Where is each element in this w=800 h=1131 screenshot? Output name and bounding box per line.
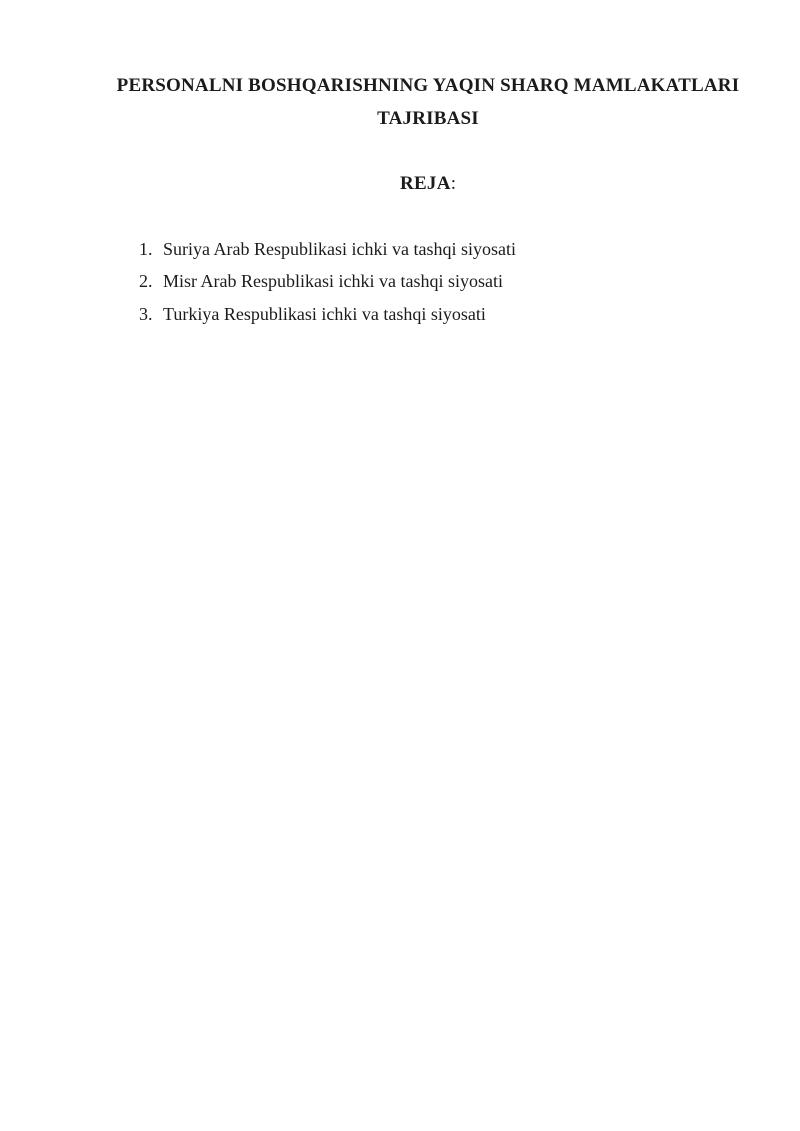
plan-list — [113, 233, 743, 331]
section-heading-colon: : — [450, 173, 457, 194]
list-item-number: 3. — [139, 303, 153, 324]
list-item-number: 2. — [139, 271, 153, 291]
document-title-line-2: TAJRIBASI — [377, 107, 479, 129]
list-item — [139, 298, 743, 331]
list-item-text: Misr Arab Respublikasi ichki va tashqi siyosati — [163, 271, 503, 291]
list-item-number: 1. — [139, 238, 153, 259]
document-title-line-1: PERSONALNI BOSHQARISHNING YAQIN SHARQ MAMLAKATLARI — [116, 75, 740, 96]
section-heading-label: REJA — [399, 173, 451, 194]
section-heading — [113, 168, 743, 201]
list-item-text: Turkiya Respublikasi ichki va tashqi siyosati — [163, 303, 486, 324]
list-item — [139, 233, 743, 266]
list-item-text: Suriya Arab Respublikasi ichki va tashqi siyosati — [163, 238, 516, 259]
document-title — [113, 70, 743, 135]
list-item — [139, 265, 743, 298]
